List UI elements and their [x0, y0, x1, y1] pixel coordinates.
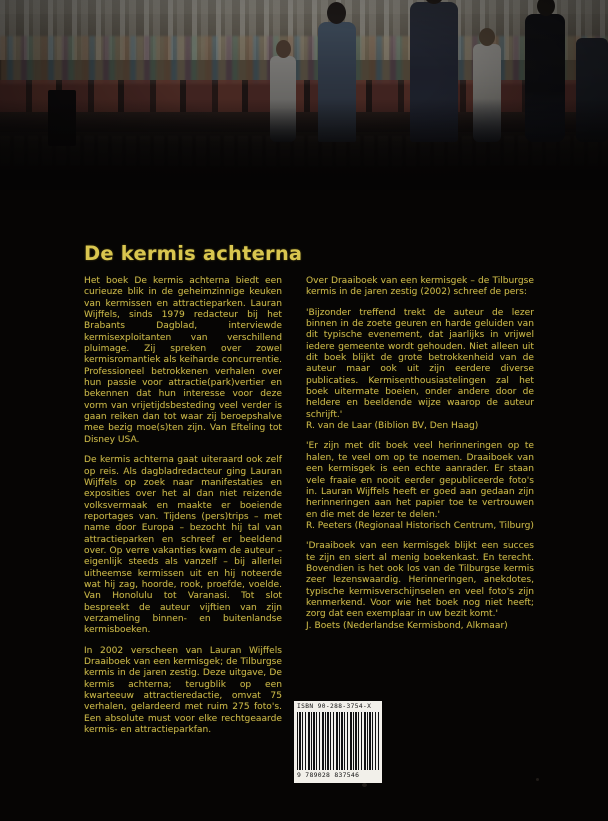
- press-quote-1: 'Bijzonder treffend trekt de auteur de lezer binnen in de zoete geuren en harde geluiden van dit typische evenement, dat jaarlijks in vrijwel iedere gemeente wordt gehouden. Niet alleen uit dit boek blijkt de grote betrokkenheid van de auteur maar ook uit zijn eerdere diverse publicaties. Kermisenthousiastelingen zal het boek uitermate boeien, onder andere door de heldere en beeldende wijze waarop de auteur schrijft.': [306, 307, 534, 420]
- press-intro: Over Draaiboek van een kermisgek – de Tilburgse kermis in de jaren zestig (2002) schreef de pers:: [306, 276, 534, 298]
- dust-speck-1: [362, 783, 367, 787]
- dust-speck-2: [536, 778, 539, 781]
- blurb-column-left: [84, 276, 282, 745]
- press-quotes-column-right: [306, 276, 534, 641]
- ean-digits: 9 789028 837546: [297, 771, 360, 779]
- fairground-photo: [0, 0, 608, 190]
- press-quote-3: 'Draaiboek van een kermisgek blijkt een succes te zijn en siert al menig boekenkast. En terecht. Bovendien is het ook los van de Tilburgse kermis zeer lezenswaardig. Herinneringen, anekdotes, typische kermisverschijnselen en veel foto's zijn kenmerkend. Voor wie het boek nog niet heeft; zorg dat een exemplaar in uw bezit komt.': [306, 541, 534, 620]
- book-title: De kermis achterna: [84, 242, 303, 265]
- press-quote-2-attribution: R. Peeters (Regionaal Historisch Centrum, Tilburg): [306, 520, 534, 531]
- press-quote-1-attribution: R. van de Laar (Biblion BV, Den Haag): [306, 421, 479, 432]
- press-quote-3-attribution: J. Boets (Nederlandse Kermisbond, Alkmaar): [306, 620, 508, 631]
- blurb-paragraph-2: De kermis achterna gaat uiteraard ook zelf op reis. Als dagbladredacteur ging Lauran Wijffels op zoek naar manifestaties en exposities over het al dan niet reizende volksvermaak en maakte er boeiende reportages van. Tijdens (pers)trips – met name door Europa – bezocht hij tal van attractieparken en schreef er beeldend over. Op verre vakanties kwam de auteur – eigenlijk steeds als vanzelf – bij allerlei uitheemse kermissen uit en hij noteerde wat hij zag, hoorde, rook, proefde, voelde. Van Honolulu tot Varanasi. Tot slot bespreekt de auteur vijftien van zijn verzameling binnen- en buitenlandse kermisboeken.: [84, 455, 282, 636]
- isbn-number: ISBN 90-288-3754-X: [297, 703, 372, 710]
- blurb-paragraph-1: Het boek De kermis achterna biedt een curieuze blik in de geheimzinnige keuken van kermissen en attractieparken. Lauran Wijffels, sinds 1979 redacteur bij het Brabants Dagblad, interviewde kermisexploitanten van verschillend pluimage. Zij spreken over zowel kermisromantiek als keiharde concurrentie. Professioneel betrokkenen verhalen over hun passie voor attractie(park)vertier en bekennen dat hun interesse voor deze vorm van vrijetijdsbesteding veel verder is gaan reiken dan tot waar zij beroepshalve mee bezig moe(s)ten zijn. Van Efteling tot Disney USA.: [84, 276, 282, 445]
- photo-fade-to-black: [0, 0, 608, 190]
- isbn-barcode: [294, 701, 382, 783]
- press-quote-2: 'Er zijn met dit boek veel herinneringen op te halen, te veel om op te noemen. Draaiboek van een kermisgek is een echte aanrader. Er staan vele fraaie en nooit eerder gepubliceerde foto's in. Lauran Wijffels heeft er goed aan gedaan zijn herinneringen aan het papier toe te vertrouwen en die met de lezer te delen.': [306, 441, 534, 520]
- blurb-paragraph-3: In 2002 verscheen van Lauran Wijffels Draaiboek van een kermisgek; de Tilburgse kermis in de jaren zestig. Deze uitgave, De kermis achterna; terugblik op een kwarteeuw attractieredactie, omvat 75 verhalen, gelardeerd met ruim 275 foto's. Een absolute must voor elke rechtgeaarde kermis- en attractieparkfan.: [84, 645, 282, 736]
- barcode-bars: [297, 712, 379, 770]
